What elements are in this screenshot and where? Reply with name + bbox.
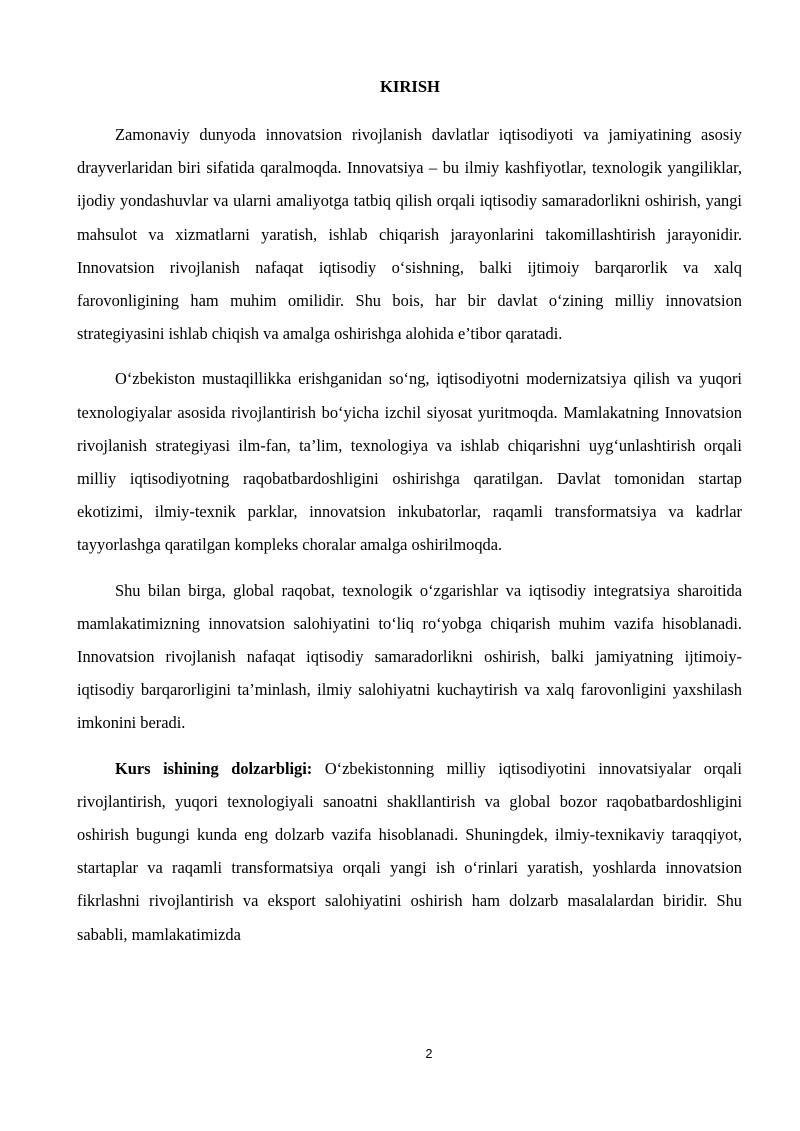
body-text (77, 118, 742, 963)
paragraph-1 (77, 118, 742, 350)
page-number: 2 (425, 1047, 433, 1061)
paragraph-3-text: Shu bilan birga, global raqobat, texnologik o‘zgarishlar va iqtisodiy integratsiya sharoitida mamlakatimizning innovatsion salohiyatini to‘liq ro‘yobga chiqarish muhim vazifa hisoblanadi. Innovatsion rivojlanish nafaqat iqtisodiy samaradorlikni oshirish, balki jamiyatning ijtimoiy-iqtisodiy barqarorligini ta’minlash, ilmiy salohiyatni kuchaytirish va xalq farovonligini yaxshilash imkonini beradi. (77, 580, 742, 733)
paragraph-2 (77, 362, 742, 561)
paragraph-4-lead: Kurs ishining dolzarbligi: (115, 758, 313, 778)
section-heading: KIRISH (380, 77, 440, 96)
paragraph-4 (77, 752, 742, 951)
paragraph-2-text: O‘zbekiston mustaqillikka erishganidan so‘ng, iqtisodiyotni modernizatsiya qilish va yuqori texnologiyalar asosida rivojlantirish bo‘yicha izchil siyosat yuritmoqda. Mamlakatning Innovatsion rivojlanish strategiyasi ilm-fan, ta’lim, texnologiya va ishlab chiqarishni uyg‘unlashtirish orqali milliy iqtisodiyotning raqobatbardoshligini oshirishga qaratilgan. Davlat tomonidan startap ekotizimi, ilmiy-texnik parklar, innovatsion inkubatorlar, raqamli transformatsiya va kadrlar tayyorlashga qaratilgan kompleks choralar amalga oshirilmoqda. (77, 369, 742, 555)
paragraph-4-text: O‘zbekistonning milliy iqtisodiyotini innovatsiyalar orqali rivojlantirish, yuqori texnologiyali sanoatni shakllantirish va global bozor raqobatbardoshligini oshirish bugungi kunda eng dolzarb vazifa hisoblanadi. Shuningdek, ilmiy-texnikaviy taraqqiyot, startaplar va raqamli transformatsiya orqali yangi ish o‘rinlari yaratish, yoshlarda innovatsion fikrlashni rivojlantirish va eksport salohiyatini oshirish ham dolzarb masalalardan biridir. Shu sababli, mamlakatimizda (77, 758, 742, 944)
paragraph-3 (77, 574, 742, 740)
paragraph-1-text: Zamonaviy dunyoda innovatsion rivojlanish davlatlar iqtisodiyoti va jamiyatining asosiy drayverlaridan biri sifatida qaralmoqda. Innovatsiya – bu ilmiy kashfiyotlar, texnologik yangiliklar, ijodiy yondashuvlar va ularni amaliyotga tatbiq qilish orqali iqtisodiy samaradorlikni oshirish, yangi mahsulot va xizmatlarni yaratish, ishlab chiqarish jarayonlarini takomillashtirish jarayonidir. Innovatsion rivojlanish nafaqat iqtisodiy o‘sishning, balki ijtimoiy barqarorlik va xalq farovonligining ham muhim omilidir. Shu bois, har bir davlat o‘zining milliy innovatsion strategiyasini ishlab chiqish va amalga oshirishga alohida e’tibor qaratadi. (77, 125, 742, 344)
